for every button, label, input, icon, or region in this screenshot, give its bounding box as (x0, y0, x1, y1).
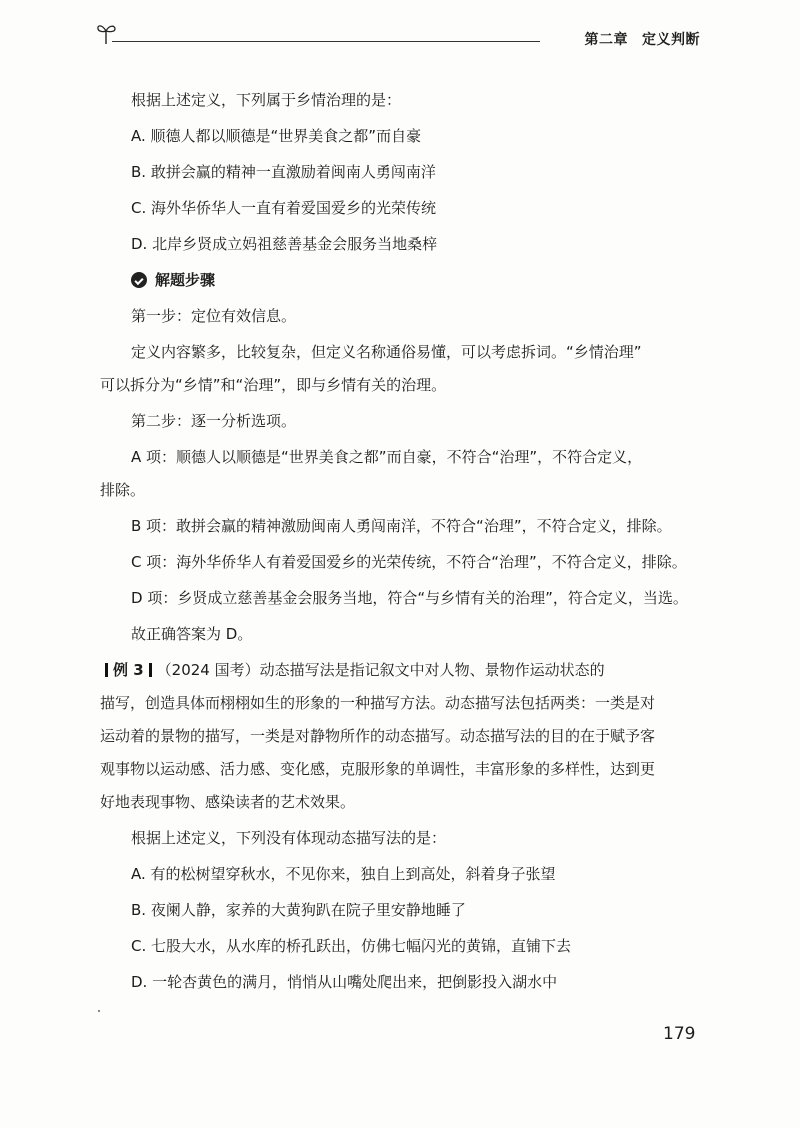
solution-label: 解题步骤 (155, 271, 216, 289)
step2-title: 第二步：逐一分析选项。 (131, 412, 297, 430)
example3-option-c: C. 七股大水，从水库的桥孔跃出，仿佛七幅闪光的黄锦，直铺下去 (131, 937, 572, 955)
step1-title: 第一步：定位有效信息。 (131, 307, 297, 325)
example3-line1 (100, 660, 700, 680)
page-body (100, 90, 700, 1008)
example3-prompt: 根据上述定义，下列没有体现动态描写法的是： (131, 829, 447, 847)
q1-prompt: 根据上述定义，下列属于乡情治理的是： (131, 91, 402, 109)
example3-option-a: A. 有的松树望穿秋水，不见你来，独自上到高处，斜着身子张望 (131, 865, 556, 883)
step1-body-line2: 可以拆分为“乡情”和“治理”，即与乡情有关的治理。 (100, 376, 447, 394)
example3-line5: 好地表现事物、感染读者的艺术效果。 (100, 793, 356, 811)
example3-option-b: B. 夜阑人静，家养的大黄狗趴在院子里安静地睡了 (131, 901, 466, 919)
example3-line2: 描写，创造具体而栩栩如生的形象的一种描写方法。动态描写法包括两类：一类是对 (100, 694, 656, 712)
check-badge-icon (131, 272, 147, 288)
example3-text1: 动态描写法是指记叙文中对人物、景物作运动状态的 (259, 661, 605, 679)
tag-bar-left (105, 663, 108, 677)
q1-option-b: B. 敢拼会赢的精神一直激励着闽南人勇闯南洋 (131, 163, 436, 181)
page-number: 179 (663, 1024, 696, 1044)
example3-tag: 例 3 (113, 661, 144, 679)
step1-body-line1: 定义内容繁多，比较复杂，但定义名称通俗易懂，可以考虑拆词。“乡情治理” (131, 343, 642, 361)
scan-speck (98, 1010, 100, 1012)
example3-source: （2024 国考） (156, 661, 260, 679)
example3-option-d: D. 一轮杏黄色的满月，悄悄从山嘴处爬出来，把倒影投入湖水中 (131, 973, 558, 991)
solution-heading (131, 270, 700, 290)
header-rule (112, 41, 540, 42)
analysis-a-line2: 排除。 (100, 481, 146, 499)
example3-line4: 观事物以运动感、活力感、变化感，克服形象的单调性，丰富形象的多样性，达到更 (100, 760, 656, 778)
sprout-icon (96, 22, 118, 46)
q1-option-a: A. 顺德人都以顺德是“世界美食之都”而自豪 (131, 127, 422, 145)
tag-bar-right (149, 663, 152, 677)
example3-line3: 运动着的景物的描写，一类是对静物所作的动态描写。动态描写法的目的在于赋予客 (100, 727, 656, 745)
analysis-c: C 项：海外华侨华人有着爱国爱乡的光荣传统，不符合“治理”，不符合定义，排除。 (131, 553, 687, 571)
analysis-d: D 项：乡贤成立慈善基金会服务当地，符合“与乡情有关的治理”，符合定义，当选。 (131, 589, 688, 607)
analysis-a-line1: A 项：顺德人以顺德是“世界美食之都”而自豪，不符合“治理”，不符合定义， (131, 448, 643, 466)
q1-option-d: D. 北岸乡贤成立妈祖慈善基金会服务当地桑梓 (131, 235, 438, 253)
answer-line: 故正确答案为 D。 (131, 625, 253, 643)
section-label: 定义判断 (642, 32, 700, 48)
header-title (585, 29, 701, 49)
chapter-label: 第二章 (584, 32, 628, 48)
q1-option-c: C. 海外华侨华人一直有着爱国爱乡的光荣传统 (131, 199, 437, 217)
running-header (92, 22, 700, 52)
analysis-b: B 项：敢拼会赢的精神激励闽南人勇闯南洋，不符合“治理”，不符合定义，排除。 (131, 517, 672, 535)
